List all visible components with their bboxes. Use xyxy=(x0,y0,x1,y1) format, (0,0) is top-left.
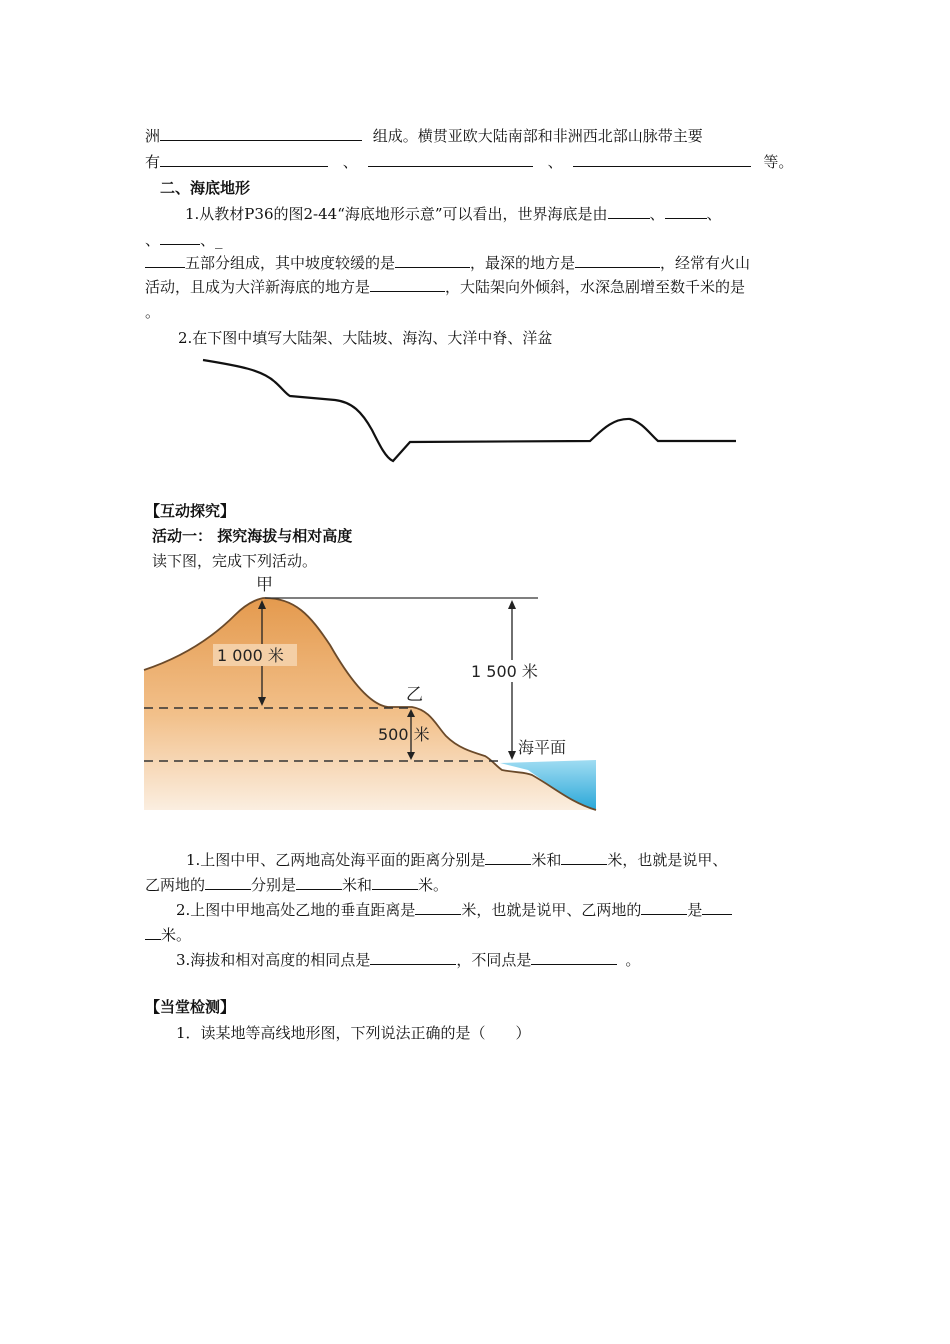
q1-line2 xyxy=(145,230,223,250)
blank-field[interactable] xyxy=(370,277,445,292)
text-zhou: 洲 xyxy=(145,127,161,145)
blank-field[interactable] xyxy=(205,875,251,890)
a3-line xyxy=(176,950,640,970)
a1-text: 1.上图中甲、乙两地高处海平面的距离分别是 xyxy=(186,851,486,869)
separator: 、_ xyxy=(200,231,223,249)
separator: 、 xyxy=(145,231,161,249)
separator: 、 xyxy=(649,205,665,223)
a1-line1 xyxy=(186,850,727,870)
text-etc: 等。 xyxy=(763,153,794,171)
blank-field[interactable] xyxy=(296,875,342,890)
blank-field[interactable] xyxy=(641,900,687,915)
a1-text: 米，也就是说甲、 xyxy=(607,851,728,869)
blank-field[interactable] xyxy=(575,253,660,268)
section-title-seafloor: 二、海底地形 xyxy=(160,179,251,197)
a1-text: 米和 xyxy=(531,851,562,869)
altitude-figure xyxy=(140,570,610,815)
text-composition: 组成。横贯亚欧大陆南部和非洲西北部山脉带主要 xyxy=(372,127,703,145)
blank-field[interactable] xyxy=(372,875,418,890)
blank-field[interactable] xyxy=(702,900,732,915)
blank-field[interactable] xyxy=(145,253,185,268)
label-sea-level: 海平面 xyxy=(518,738,567,757)
profile-line xyxy=(203,360,736,461)
a3-text: 。 xyxy=(625,951,641,969)
label-1000m: 1 000 米 xyxy=(217,646,284,665)
a3-text: ，不同点是 xyxy=(456,951,532,969)
separator: 、 xyxy=(706,205,722,223)
section-interact: 【互动探究】 xyxy=(145,502,236,520)
q1-text: ，经常有火山 xyxy=(660,254,751,272)
a1-text: 米和 xyxy=(342,876,373,894)
blank-field[interactable] xyxy=(573,152,751,167)
a1-text: 乙两地的 xyxy=(145,876,206,894)
q1-line3 xyxy=(145,253,750,273)
a2-text: 米，也就是说甲、乙两地的 xyxy=(461,901,642,919)
label-1500m: 1 500 米 xyxy=(471,662,538,681)
q1-end: 。 xyxy=(145,303,161,321)
blank-field[interactable] xyxy=(395,253,470,268)
a3-text: 3.海拔和相对高度的相同点是 xyxy=(176,951,371,969)
a1-text: 米。 xyxy=(418,876,449,894)
a2-text: 是 xyxy=(687,901,703,919)
label-jia: 甲 xyxy=(256,575,273,595)
q2-text: 2.在下图中填写大陆架、大陆坡、海沟、大洋中脊、洋盆 xyxy=(178,329,553,347)
blank-field[interactable] xyxy=(145,925,161,940)
a1-line2 xyxy=(145,875,448,895)
mountains-line xyxy=(145,152,793,172)
mountain-land xyxy=(144,598,596,810)
q1-line4 xyxy=(145,277,745,297)
a2-text: 2.上图中甲地高处乙地的垂直距离是 xyxy=(176,901,416,919)
text-you: 有 xyxy=(145,153,161,171)
blank-field[interactable] xyxy=(531,950,617,965)
blank-field[interactable] xyxy=(160,126,362,141)
check-q1: 1．读某地等高线地形图，下列说法正确的是（ ） xyxy=(176,1024,531,1042)
label-500m: 500 米 xyxy=(378,725,430,744)
a2-text: 米。 xyxy=(161,926,192,944)
blank-field[interactable] xyxy=(485,850,531,865)
a1-text: 分别是 xyxy=(251,876,297,894)
a2-line1 xyxy=(176,900,732,920)
q1-text: ，大陆架向外倾斜，水深急剧增至数千米的是 xyxy=(445,278,746,296)
blank-field[interactable] xyxy=(370,950,456,965)
seafloor-profile xyxy=(0,350,950,480)
section-check: 【当堂检测】 xyxy=(145,998,236,1016)
activity-title: 活动一： 探究海拔与相对高度 xyxy=(152,527,353,545)
separator: 、 xyxy=(547,153,563,171)
read-instruction: 读下图，完成下列活动。 xyxy=(152,552,318,570)
separator: 、 xyxy=(342,153,358,171)
blank-field[interactable] xyxy=(665,204,707,219)
blank-field[interactable] xyxy=(561,850,607,865)
q1-text: ，最深的地方是 xyxy=(470,254,576,272)
q1-text: 五部分组成，其中坡度较缓的是 xyxy=(185,254,396,272)
q1-text: 活动，且成为大洋新海底的地方是 xyxy=(145,278,371,296)
blank-field[interactable] xyxy=(160,152,328,167)
continent-line xyxy=(145,126,703,146)
q1-line1 xyxy=(185,204,722,224)
blank-field[interactable] xyxy=(160,230,200,245)
blank-field[interactable] xyxy=(608,204,650,219)
label-yi: 乙 xyxy=(406,685,423,705)
q1-text: 1.从教材P36的图2-44“海底地形示意”可以看出，世界海底是由 xyxy=(185,205,608,223)
blank-field[interactable] xyxy=(368,152,533,167)
blank-field[interactable] xyxy=(415,900,461,915)
a2-line2 xyxy=(145,925,191,945)
